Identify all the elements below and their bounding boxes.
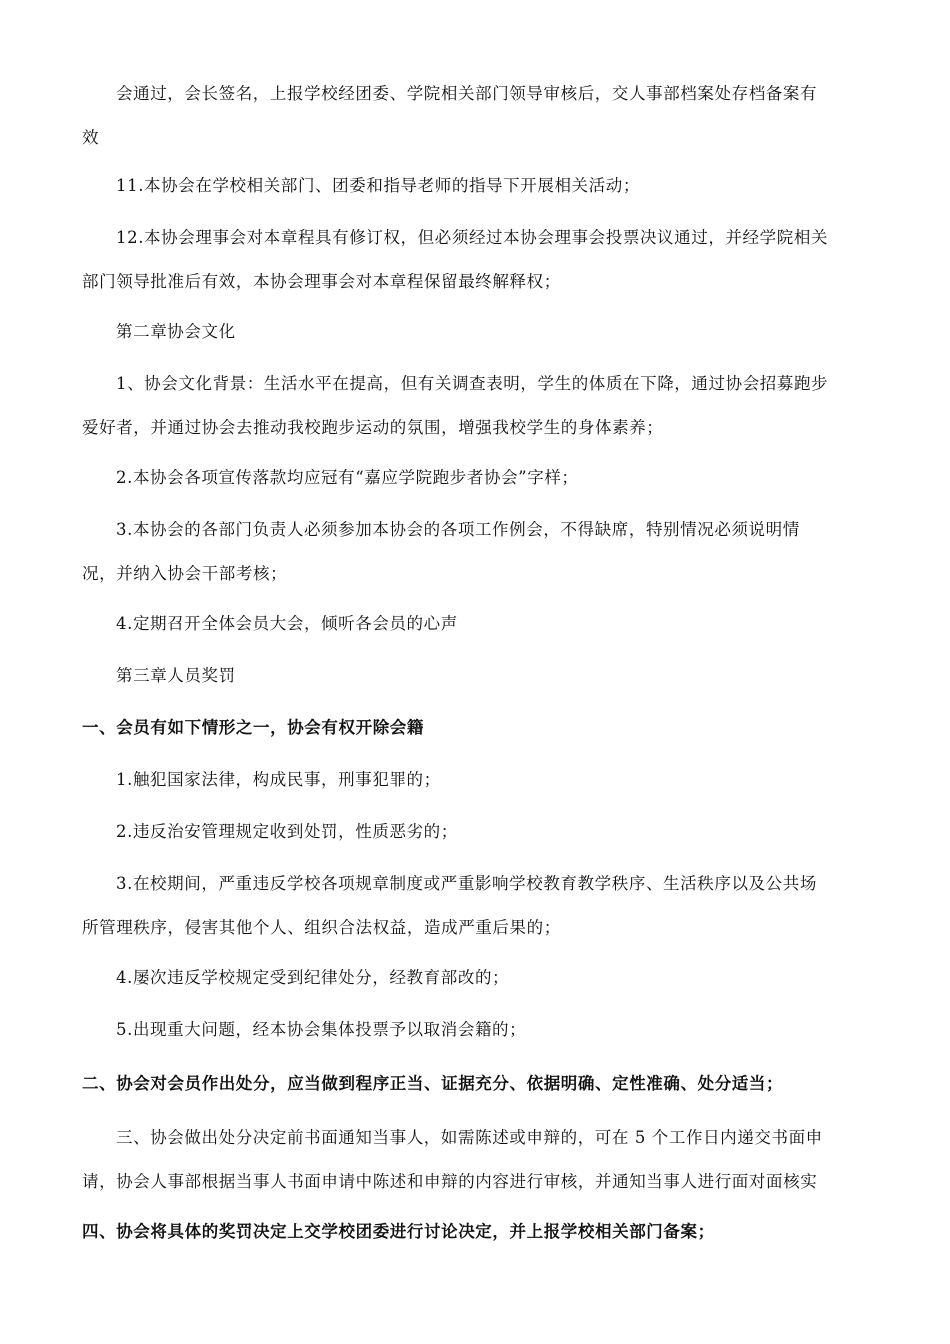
section-heading-1 <box>82 706 872 750</box>
paragraph-rule-1 <box>82 758 872 802</box>
paragraph-culture-2 <box>82 456 872 500</box>
text-line: 二、协会对会员作出处分，应当做到程序正当、证据充分、依据明确、定性准确、处分适当； <box>82 1074 784 1093</box>
text-line: 2.违反治安管理规定收到处罚，性质恶劣的； <box>116 822 458 841</box>
text-line: 3.本协会的各部门负责人必须参加本协会的各项工作例会，不得缺席，特别情况必须说明情 <box>116 520 800 539</box>
text-line: 1、协会文化背景：生活水平在提高，但有关调查表明，学生的体质在下降，通过协会招募跑步 <box>116 374 829 393</box>
paragraph-culture-1 <box>82 362 872 450</box>
paragraph-article-11 <box>82 164 872 208</box>
text-line: 部门领导批准后有效，本协会理事会对本章程保留最终解释权； <box>82 272 561 291</box>
paragraph-rule-4 <box>82 956 872 1000</box>
text-line: 会通过，会长签名，上报学校经团委、学院相关部门领导审核后，交人事部档案处存档备案有 <box>116 84 818 103</box>
text-line: 2.本协会各项宣传落款均应冠有“嘉应学院跑步者协会”字样； <box>116 468 579 487</box>
text-line: 4.屡次违反学校规定受到纪律处分，经教育部改的； <box>116 968 510 987</box>
paragraph-article-12 <box>82 216 872 304</box>
text-line: 第三章人员奖罚 <box>116 666 236 685</box>
text-line: 第二章协会文化 <box>116 322 236 341</box>
text-line: 所管理秩序，侵害其他个人、组织合法权益，造成严重后果的； <box>82 918 561 937</box>
section-heading-2 <box>82 1062 872 1106</box>
paragraph-approval-continuation <box>82 72 872 160</box>
text-line: 3.在校期间，严重违反学校各项规章制度或严重影响学校教育教学秩序、生活秩序以及公共场 <box>116 874 817 893</box>
text-line: 三、协会做出处分决定前书面通知当事人，如需陈述或申辩的，可在 5 个工作日内递交书面申 <box>116 1128 823 1147</box>
paragraph-culture-3 <box>82 508 872 596</box>
paragraph-rule-3 <box>82 862 872 950</box>
text-line: 况，并纳入协会干部考核； <box>82 564 288 583</box>
paragraph-section-3 <box>82 1116 872 1204</box>
text-line: 爱好者，并通过协会去推动我校跑步运动的氛围，增强我校学生的身体素养； <box>82 418 664 437</box>
text-line: 11.本协会在学校相关部门、团委和指导老师的指导下开展相关活动； <box>116 176 640 195</box>
text-line: 一、会员有如下情形之一，协会有权开除会籍 <box>82 718 424 737</box>
chapter-heading-3 <box>82 654 872 698</box>
text-line: 5.出现重大问题，经本协会集体投票予以取消会籍的； <box>116 1020 527 1039</box>
paragraph-rule-2 <box>82 810 872 854</box>
text-line: 效 <box>82 128 100 147</box>
paragraph-culture-4 <box>82 602 872 646</box>
text-line: 1.触犯国家法律，构成民事，刑事犯罪的； <box>116 770 441 789</box>
paragraph-rule-5 <box>82 1008 872 1052</box>
text-line: 12.本协会理事会对本章程具有修订权，但必须经过本协会理事会投票决议通过，并经学院相关 <box>116 228 829 247</box>
text-line: 请，协会人事部根据当事人书面申请中陈述和申辩的内容进行审核，并通知当事人进行面对面核实 <box>82 1172 818 1191</box>
text-line: 四、协会将具体的奖罚决定上交学校团委进行讨论决定，并上报学校相关部门备案； <box>82 1222 715 1241</box>
section-heading-4 <box>82 1210 872 1254</box>
text-line: 4.定期召开全体会员大会，倾听各会员的心声 <box>116 614 458 633</box>
chapter-heading-2 <box>82 310 872 354</box>
